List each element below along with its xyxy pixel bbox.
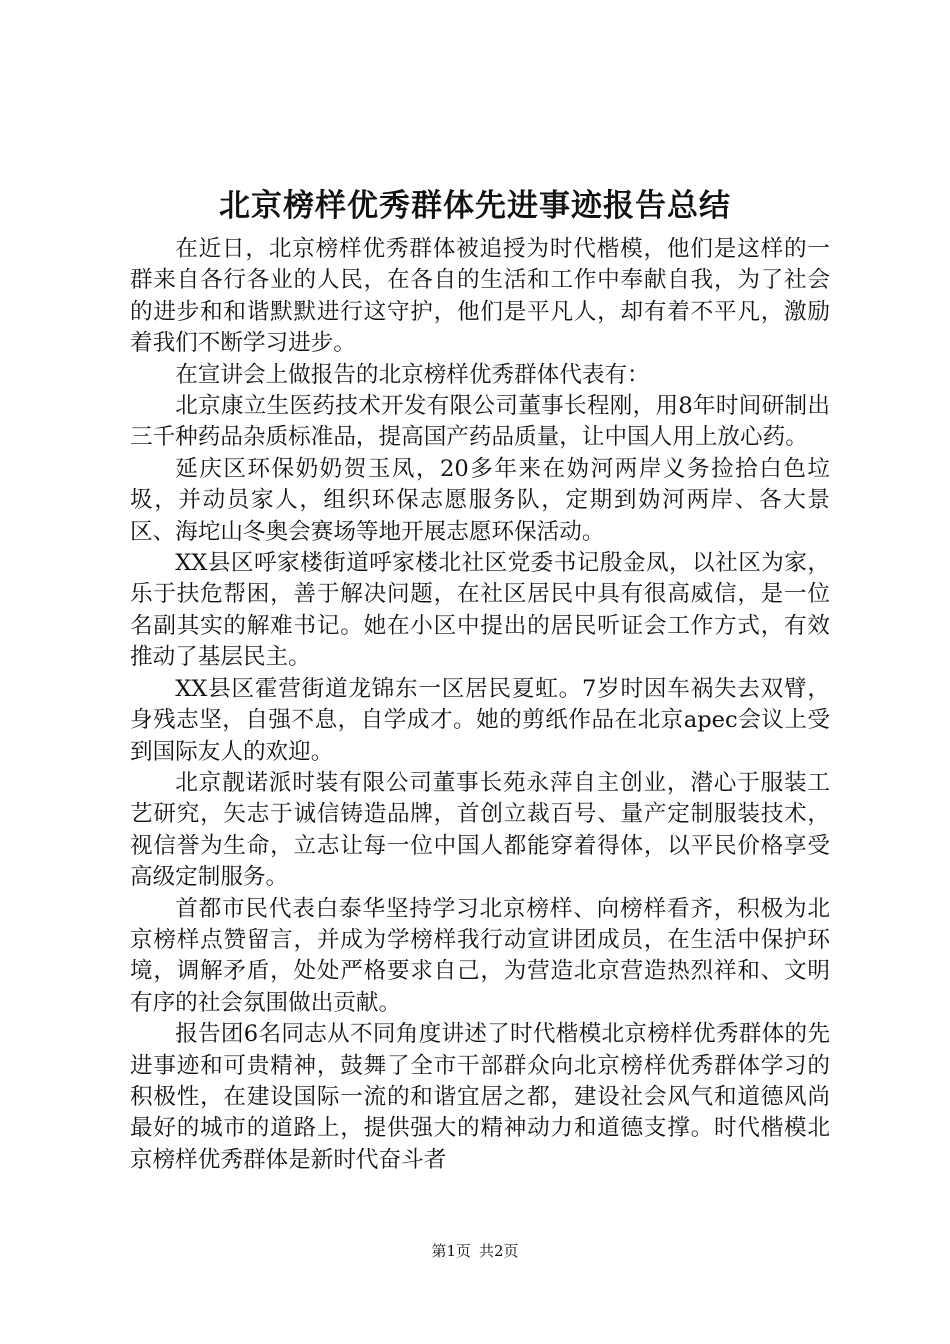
paragraph-2: 在宣讲会上做报告的北京榜样优秀群体代表有： — [175, 361, 650, 388]
paragraph-5: XX县区呼家楼街道呼家楼北社区党委书记殷金凤，以社区为家，乐于扶危帮困，善于解决问题，在社区居民中具有很高威信，是一位名副其实的解难书记。她在小区中提出的居民听证会工作方式，有效推动了基层民主。 — [130, 550, 830, 671]
document-title: 北京榜样优秀群体先进事迹报告总结 — [219, 188, 731, 224]
paragraph-3: 北京康立生医药技术开发有限公司董事长程刚，用8年时间研制出三千种药品杂质标准品，提高国产药品质量，让中国人用上放心药。 — [130, 393, 830, 451]
page-number-total: 共2页 — [479, 1242, 519, 1260]
paragraph-4: 延庆区环保奶奶贺玉凤，20多年来在妫河两岸义务捡拾白色垃圾，并动员家人，组织环保志愿服务队，定期到妫河两岸、各大景区、海坨山冬奥会赛场等地开展志愿环保活动。 — [130, 455, 830, 545]
paragraph-9: 报告团6名同志从不同角度讲述了时代楷模北京榜样优秀群体的先进事迹和可贵精神，鼓舞了全市干部群众向北京榜样优秀群体学习的积极性，在建设国际一流的和谐宜居之都，建设社会风气和道德风尚最好的城市的道路上，提供强大的精神动力和道德支撑。时代楷模北京榜样优秀群体是新时代奋斗者 — [130, 1021, 830, 1173]
paragraph-1: 在近日，北京榜样优秀群体被追授为时代楷模，他们是这样的一群来自各行各业的人民，在各自的生活和工作中奉献自我，为了社会的进步和和谐默默进行这守护，他们是平凡人，却有着不平凡，激励着我们不断学习进步。 — [130, 236, 830, 357]
page-footer — [0, 1240, 950, 1262]
paragraph-7: 北京靓诺派时装有限公司董事长苑永萍自主创业，潜心于服装工艺研究，矢志于诚信铸造品牌，首创立裁百号、量产定制服装技术，视信誉为生命，立志让每一位中国人都能穿着得体，以平民价格享受高级定制服务。 — [130, 769, 830, 891]
document-body — [130, 234, 830, 1176]
paragraph-8: 首都市民代表白泰华坚持学习北京榜样、向榜样看齐，积极为北京榜样点赞留言，并成为学榜样我行动宣讲团成员，在生活中保护环境，调解矛盾，处处严格要求自己，为营造北京营造热烈祥和、文明有序的社会氛围做出贡献。 — [130, 895, 830, 1016]
page-number-current: 第1页 — [431, 1242, 471, 1260]
paragraph-6: XX县区霍营街道龙锦东一区居民夏虹。7岁时因车祸失去双臂，身残志坚，自强不息，自学成才。她的剪纸作品在北京apec会议上受到国际友人的欢迎。 — [130, 675, 830, 765]
